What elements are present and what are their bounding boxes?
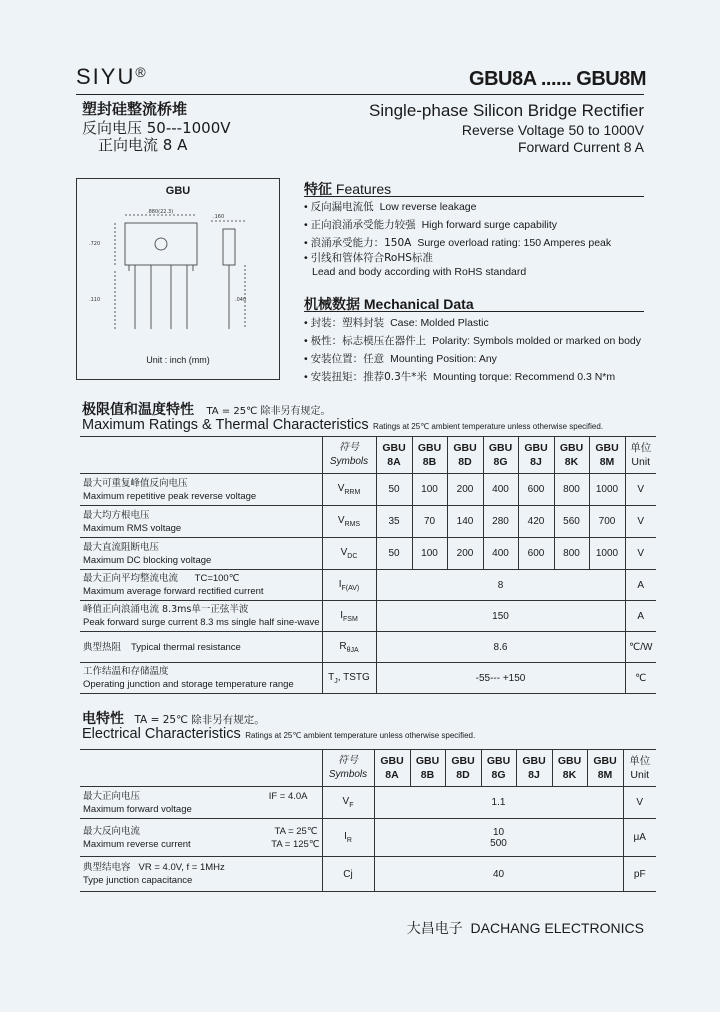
svg-text:.880(22.3): .880(22.3) (147, 209, 174, 215)
value-cell: 200 (447, 474, 483, 506)
value-cell: 140 (447, 506, 483, 538)
en-title: Single-phase Silicon Bridge Rectifier (369, 101, 644, 120)
unit-cell: V (625, 538, 656, 570)
svg-text:.160: .160 (213, 214, 225, 220)
features-list (304, 198, 611, 279)
model-range: GBU8A ...... GBU8M (469, 68, 646, 90)
table-row (80, 506, 656, 538)
mech-item: • 安装位置：任意 Mounting Position: Any (304, 353, 497, 365)
value-cell: 400 (483, 474, 518, 506)
table-row (80, 538, 656, 570)
value-cell: 100 (412, 538, 447, 570)
table-row (80, 632, 656, 663)
cn-current: 正向电流 8 A (98, 136, 188, 154)
param-desc: 工作结温和存储温度 Operating junction and storage temperature range (80, 663, 322, 694)
value-cell: 50 (376, 538, 412, 570)
table-header-row (80, 750, 656, 787)
features-rule (304, 196, 644, 197)
value-cell: 8.6 (376, 632, 625, 663)
feature-item: • 引线和管体符合RoHS标准 (304, 252, 433, 264)
param-symbol: $T_J$, TSTG (322, 663, 376, 694)
value-cell: 50 (376, 474, 412, 506)
value-cell: 70 (412, 506, 447, 538)
col-header: GBU 8D (445, 750, 481, 787)
param-desc: 最大反向电流 TA = 25℃ Maximum reverse current TA = 125℃ (80, 819, 322, 857)
value-cell: 800 (554, 538, 589, 570)
param-desc: 典型热阻 Typical thermal resistance (80, 632, 322, 663)
table-row (80, 857, 656, 892)
header-rule (76, 94, 644, 95)
value-cell: 40 (374, 857, 623, 892)
package-title: GBU (165, 185, 191, 197)
table-row (80, 663, 656, 694)
mech-item: • 安装扭矩：推荐0.3牛*米 Mounting torque: Recommend 0.3 N*m (304, 371, 616, 383)
param-symbol: $V_{DC}$ (322, 538, 376, 570)
value-cell: 420 (518, 506, 554, 538)
svg-text:.040: .040 (235, 297, 247, 303)
col-header: GBU 8K (554, 437, 589, 474)
param-symbol: $V_F$ (322, 787, 374, 819)
feature-item: • 正向浪涌承受能力较强 High forward surge capability (304, 219, 557, 231)
table-row (80, 787, 656, 819)
unit-cell: ℃ (625, 663, 656, 694)
svg-text:.720: .720 (89, 241, 101, 247)
col-header: GBU 8B (410, 750, 445, 787)
footer-company: 大昌电子 DACHANG ELECTRONICS (406, 920, 644, 937)
value-cell: 700 (589, 506, 625, 538)
param-symbol: $I_{FSM}$ (322, 601, 376, 632)
value-cell: 35 (376, 506, 412, 538)
param-symbol: $V_{RMS}$ (322, 506, 376, 538)
header-blank (80, 437, 322, 474)
col-header: GBU 8A (376, 437, 412, 474)
symbols-header: 符号 Symbols (322, 750, 374, 787)
brand-logo: SIYU® (76, 64, 146, 89)
table-row (80, 474, 656, 506)
value-cell: 10 500 (374, 819, 623, 857)
value-cell: 100 (412, 474, 447, 506)
col-header: GBU 8G (483, 437, 518, 474)
mech-item: • 封装：塑料封装 Case: Molded Plastic (304, 317, 489, 329)
features-title: 特征 Features (304, 181, 392, 198)
value-cell: 400 (483, 538, 518, 570)
max-ratings-table (80, 436, 656, 694)
value-cell: 1000 (589, 474, 625, 506)
unit-cell: A (625, 570, 656, 601)
table-row (80, 570, 656, 601)
mech-title: 机械数据 Mechanical Data (304, 296, 474, 313)
unit-header: 单位 Unit (623, 750, 656, 787)
unit-cell: ℃/W (625, 632, 656, 663)
param-desc: 典型结电容 VR = 4.0V, f = 1MHz Type junction capacitance (80, 857, 322, 892)
col-header: GBU 8K (552, 750, 587, 787)
param-desc: 最大可重复峰值反向电压 Maximum repetitive peak reverse voltage (80, 474, 322, 506)
value-cell: 1000 (589, 538, 625, 570)
unit-cell: V (625, 506, 656, 538)
feature-item: • 浪涌承受能力：150A Surge overload rating: 150 Amperes peak (304, 237, 612, 249)
elec-title-en: Electrical Characteristics Ratings at 25℃ ambient temperature unless otherwise specified. (82, 726, 476, 742)
max-ratings-title-en: Maximum Ratings & Thermal Characteristics Ratings at 25℃ ambient temperature unless otherwise specified. (82, 417, 604, 433)
value-cell: 600 (518, 474, 554, 506)
col-header: GBU 8M (589, 437, 625, 474)
en-voltage: Reverse Voltage 50 to 1000V (461, 122, 644, 138)
value-cell: 150 (376, 601, 625, 632)
value-cell: -55--- +150 (376, 663, 625, 694)
unit-cell: pF (623, 857, 656, 892)
col-header: GBU 8G (481, 750, 516, 787)
col-header: GBU 8J (516, 750, 552, 787)
param-symbol: $I_{F(AV)}$ (322, 570, 376, 601)
param-desc: 最大均方根电压 Maximum RMS voltage (80, 506, 322, 538)
value-cell: 280 (483, 506, 518, 538)
param-symbol: $I_R$ (322, 819, 374, 857)
unit-cell: V (625, 474, 656, 506)
package-outline-svg (85, 201, 273, 351)
param-symbol: Cj (322, 857, 374, 892)
col-header: GBU 8J (518, 437, 554, 474)
cn-voltage: 反向电压 50---1000V (82, 119, 231, 137)
feature-item-en: Lead and body according with RoHS standard (312, 266, 527, 278)
value-cell: 8 (376, 570, 625, 601)
value-cell: 800 (554, 474, 589, 506)
elec-title-cn: 电特性 TA = 25℃ 除非另有规定。 (82, 711, 265, 727)
table-header-row (80, 437, 656, 474)
param-symbol: $V_{RRM}$ (322, 474, 376, 506)
en-current: Forward Current 8 A (517, 139, 644, 155)
package-unit-note: Unit : inch (mm) (146, 355, 210, 365)
param-desc: 最大正向平均整流电流 TC=100℃ Maximum average forward rectified current (80, 570, 322, 601)
mech-rule (304, 311, 644, 312)
feature-item: • 反向漏电流低 Low reverse leakage (304, 201, 477, 213)
unit-header: 单位 Unit (625, 437, 656, 474)
unit-cell: V (623, 787, 656, 819)
table-row (80, 601, 656, 632)
mech-list (304, 314, 641, 386)
col-header: GBU 8D (447, 437, 483, 474)
col-header: GBU 8M (587, 750, 623, 787)
value-cell: 600 (518, 538, 554, 570)
svg-text:.110: .110 (89, 297, 101, 303)
elec-table (80, 749, 656, 892)
unit-cell: μA (623, 819, 656, 857)
value-cell: 560 (554, 506, 589, 538)
header-blank (80, 750, 322, 787)
param-desc: 峰值正向浪涌电流 8.3ms单一正弦半波 Peak forward surge current 8.3 ms single half sine-wave (80, 601, 322, 632)
cn-title: 塑封硅整流桥堆 (82, 100, 188, 118)
param-symbol: $R_{\theta JA}$ (322, 632, 376, 663)
table-row (80, 819, 656, 857)
param-desc: 最大直流阻断电压 Maximum DC blocking voltage (80, 538, 322, 570)
unit-cell: A (625, 601, 656, 632)
col-header: GBU 8A (374, 750, 410, 787)
symbols-header: 符号 Symbols (322, 437, 376, 474)
col-header: GBU 8B (412, 437, 447, 474)
value-cell: 200 (447, 538, 483, 570)
param-desc: 最大正向电压 IF = 4.0A Maximum forward voltage (80, 787, 322, 819)
max-ratings-title-cn: 极限值和温度特性 TA = 25℃ 除非另有规定。 (82, 402, 331, 418)
value-cell: 1.1 (374, 787, 623, 819)
package-drawing (76, 178, 280, 380)
mech-item: • 极性：标志模压在器件上 Polarity: Symbols molded or marked on body (304, 335, 642, 347)
